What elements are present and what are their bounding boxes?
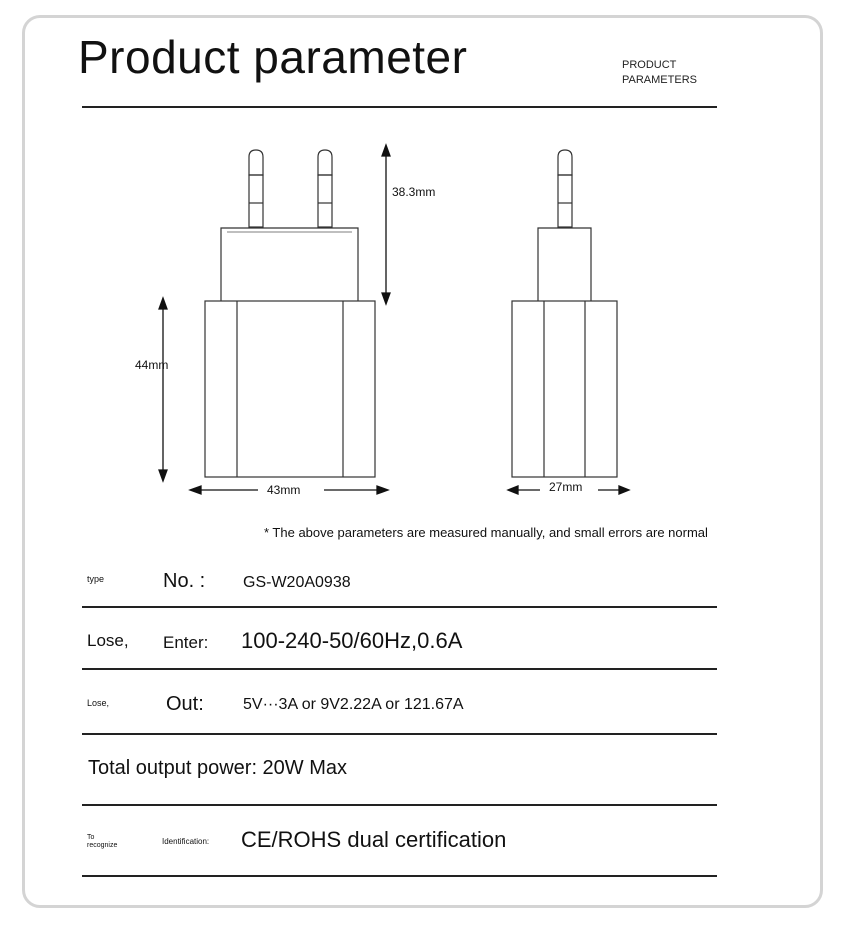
- side-pin: [558, 150, 572, 227]
- row-divider: [82, 804, 717, 806]
- depth-label: 27mm: [549, 480, 583, 494]
- row-divider: [82, 875, 717, 877]
- output-tag: Lose,: [87, 698, 110, 708]
- input-label: Enter:: [163, 633, 209, 652]
- side-body: [512, 301, 617, 477]
- width-label: 43mm: [267, 483, 301, 497]
- cert-tag-line-1: To: [87, 834, 95, 841]
- row-divider: [82, 668, 717, 670]
- total-power: Total output power: 20W Max: [88, 757, 348, 779]
- cert-tag-line-2: recognize: [87, 842, 118, 849]
- front-pin-right: [318, 150, 332, 227]
- model-value: GS-W20A0938: [243, 574, 351, 591]
- side-neck: [538, 228, 591, 301]
- input-value: 100-240-50/60Hz,0.6A: [241, 628, 463, 653]
- cert-label: Identification:: [162, 837, 210, 846]
- row-divider: [82, 606, 717, 608]
- cert-tag: [87, 834, 117, 850]
- front-body: [205, 301, 375, 477]
- output-value: 5V···3A or 9V2.22A or 121.67A: [243, 696, 464, 713]
- model-label: No. :: [163, 570, 206, 592]
- cert-value: CE/ROHS dual certification: [241, 827, 507, 852]
- measurement-note: * The above parameters are measured manually, and small errors are normal: [264, 525, 708, 540]
- body-height-label: 44mm: [135, 358, 169, 372]
- page-title: Product parameter: [78, 31, 468, 83]
- front-neck: [221, 228, 358, 301]
- front-pin-left: [249, 150, 263, 227]
- row-divider: [82, 733, 717, 735]
- output-label: Out:: [166, 693, 204, 715]
- model-tag: type: [87, 574, 105, 584]
- subtitle-line-2: PARAMETERS: [622, 74, 697, 86]
- subtitle-line-1: PRODUCT: [622, 59, 677, 71]
- input-tag: Lose,: [87, 631, 129, 650]
- pin-height-label: 38.3mm: [392, 185, 436, 199]
